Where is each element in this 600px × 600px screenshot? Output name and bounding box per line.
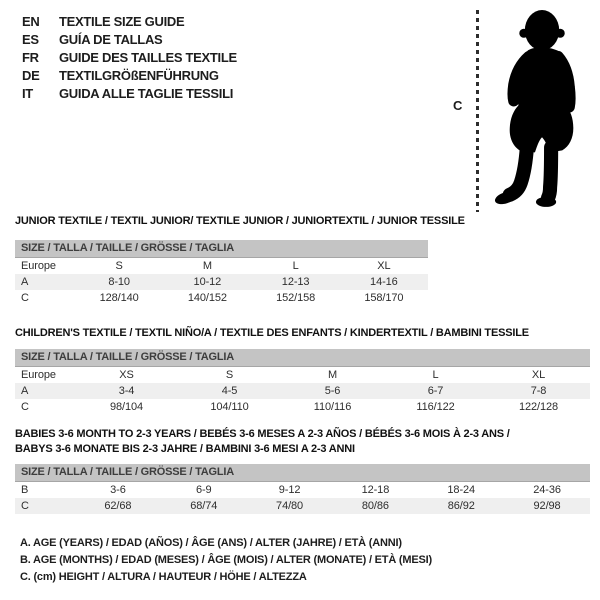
language-code: EN	[22, 14, 40, 29]
size-value-cell: 152/158	[276, 292, 316, 304]
row-label-cell: A	[21, 276, 29, 288]
language-list	[22, 13, 237, 103]
row-label-cell: C	[21, 292, 29, 304]
size-value-cell: 80/86	[361, 500, 389, 512]
section-children	[15, 326, 590, 415]
language-code: DE	[22, 68, 40, 83]
size-value-cell: L	[292, 260, 299, 272]
junior-size-table	[15, 240, 428, 306]
size-header-bar: SIZE / TALLA / TAILLE / GRÖSSE / TAGLIA	[15, 464, 590, 482]
size-header-bar: SIZE / TALLA / TAILLE / GRÖSSE / TAGLIA	[15, 240, 428, 258]
table-row-a	[15, 383, 590, 399]
size-value-cell: 128/140	[99, 292, 139, 304]
size-value-cell: 104/110	[210, 401, 249, 413]
figure-area	[440, 0, 600, 220]
section-title: CHILDREN'S TEXTILE / TEXTIL NIÑO/A / TEXTILE DES ENFANTS / KINDERTEXTIL / BAMBINI TESSILE	[15, 327, 529, 339]
language-code: FR	[22, 50, 39, 65]
toddler-silhouette-icon	[490, 6, 590, 214]
size-value-cell: 5-6	[324, 385, 341, 397]
footer-notes	[20, 535, 432, 586]
row-label-cell: A	[21, 385, 29, 397]
measure-label-c: C	[453, 98, 463, 113]
size-value-cell: 98/104	[109, 401, 144, 413]
size-value-cell: 62/68	[104, 500, 132, 512]
size-value-cell: M	[202, 260, 212, 272]
size-value-cell: XL	[531, 369, 546, 381]
size-value-cell: 3-6	[110, 484, 126, 496]
table-row-a	[15, 274, 428, 290]
table-row-europe	[15, 367, 590, 383]
language-row-it	[22, 85, 237, 103]
table-row-c	[15, 399, 590, 415]
size-value-cell: 140/152	[187, 292, 227, 304]
size-value-cell: M	[327, 369, 338, 381]
language-title: GUIDA ALLE TAGLIE TESSILI	[59, 86, 234, 101]
babies-size-table	[15, 464, 590, 514]
size-value-cell: 122/128	[518, 401, 559, 413]
size-value-cell: 92/98	[533, 500, 561, 512]
size-value-cell: 6-7	[427, 385, 444, 397]
size-value-cell: 110/116	[313, 401, 352, 413]
size-value-cell: XS	[119, 369, 134, 381]
size-value-cell: 14-16	[370, 276, 398, 288]
table-row-europe	[15, 258, 428, 274]
language-row-fr	[22, 49, 237, 67]
size-value-cell: 3-4	[118, 385, 135, 397]
language-title: TEXTILE SIZE GUIDE	[59, 14, 185, 29]
size-value-cell: 6-9	[195, 484, 212, 496]
row-label-cell: C	[21, 401, 29, 413]
language-row-de	[22, 67, 237, 85]
row-label-cell: Europe	[21, 260, 56, 272]
size-value-cell: XL	[377, 260, 391, 272]
note-height: C. (cm) HEIGHT / ALTURA / HAUTEUR / HÖHE / ALTEZZA	[20, 571, 307, 583]
row-label-cell: Europe	[21, 369, 56, 381]
size-value-cell: 86/92	[447, 500, 475, 512]
language-title: GUIDE DES TAILLES TEXTILE	[59, 50, 237, 65]
language-code: IT	[22, 86, 33, 101]
size-value-cell: 9-12	[278, 484, 301, 496]
size-value-cell: 24-36	[533, 484, 561, 496]
table-row-c	[15, 290, 428, 306]
language-row-en	[22, 13, 237, 31]
size-value-cell: 4-5	[221, 385, 238, 397]
size-value-cell: 74/80	[276, 500, 304, 512]
size-value-cell: 7-8	[530, 385, 547, 397]
size-value-cell: 10-12	[193, 276, 222, 288]
section-title-line-1: BABIES 3-6 MONTH TO 2-3 YEARS / BEBÉS 3-6 MESES A 2-3 AÑOS / BÉBÉS 3-6 MOIS À 2-3 ANS /	[15, 428, 510, 440]
table-row-b	[15, 482, 590, 498]
note-age-years: A. AGE (YEARS) / EDAD (AÑOS) / ÂGE (ANS) / ALTER (JAHRE) / ETÀ (ANNI)	[20, 537, 402, 549]
language-title: TEXTILGRÖßENFÜHRUNG	[59, 68, 219, 83]
section-babies	[15, 427, 590, 514]
language-code: ES	[22, 32, 39, 47]
section-title-line-2: BABYS 3-6 MONATE BIS 2-3 JAHRE / BAMBINI 3-6 MESI A 2-3 ANNI	[15, 443, 355, 455]
size-value-cell: L	[432, 369, 439, 381]
size-value-cell: 18-24	[447, 484, 476, 496]
section-junior	[15, 214, 465, 306]
note-age-months: B. AGE (MONTHS) / EDAD (MESES) / ÂGE (MOIS) / ALTER (MONATE) / ETÀ (MESI)	[20, 554, 432, 566]
table-row-c	[15, 498, 590, 514]
size-value-cell: 12-18	[361, 484, 390, 496]
size-value-cell: S	[115, 260, 123, 272]
size-value-cell: S	[225, 369, 234, 381]
size-header-bar: SIZE / TALLA / TAILLE / GRÖSSE / TAGLIA	[15, 349, 590, 367]
size-value-cell: 68/74	[190, 500, 218, 512]
size-value-cell: 12-13	[281, 276, 310, 288]
language-row-es	[22, 31, 237, 49]
row-label-cell: B	[21, 484, 29, 496]
size-value-cell: 116/122	[416, 401, 455, 413]
children-size-table	[15, 349, 590, 415]
section-title: JUNIOR TEXTILE / TEXTIL JUNIOR/ TEXTILE JUNIOR / JUNIORTEXTIL / JUNIOR TESSILE	[15, 215, 465, 227]
size-value-cell: 8-10	[108, 276, 130, 288]
height-measure-dotted-line	[476, 10, 479, 212]
row-label-cell: C	[21, 500, 29, 512]
language-title: GUÍA DE TALLAS	[59, 32, 163, 47]
size-value-cell: 158/170	[364, 292, 404, 304]
